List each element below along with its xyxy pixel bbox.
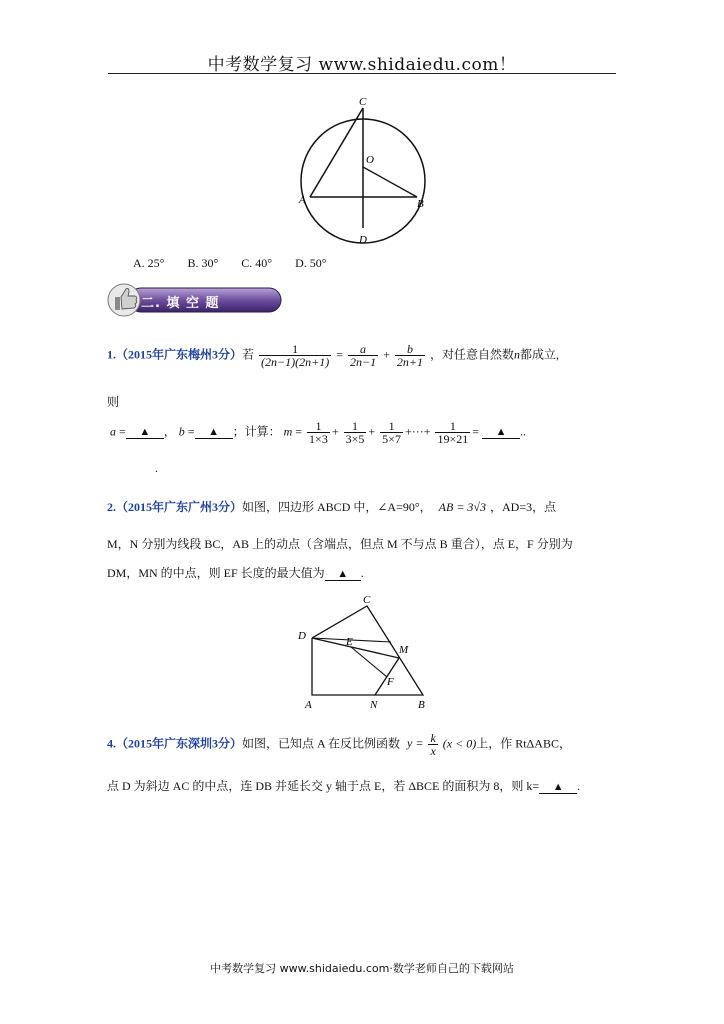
question-1-line-2: a = ▲ ， b = ▲ ；计算： m = $\frac{1}{1\times 3}$ + $\frac{1}{3\times 5}$ + $\frac{1}{5\times 7}$ +···+ $\frac{1}{19\times 21}$ = ▲ ..: [110, 419, 527, 446]
q1-number: 1.: [107, 347, 116, 362]
label-e: E: [346, 636, 353, 648]
segment-dm: [312, 638, 399, 658]
question-2-line-3: DM，MN 的中点，则 EF 长度的最大值为 ▲ .: [107, 566, 364, 580]
label-a: A: [299, 194, 306, 206]
header-divider: [108, 73, 616, 74]
section-title: 二. 填 空 题: [141, 296, 220, 311]
label-c2: C: [363, 594, 371, 606]
label-n: N: [370, 699, 378, 711]
q1-ze: 则: [107, 395, 120, 409]
page-header-title: 中考数学复习 www.shidaiedu.com！: [207, 55, 517, 75]
q1-b-frac: $\frac{b}{2n+1}$: [396, 342, 423, 369]
q1-blank-m: ▲: [482, 427, 520, 439]
section-banner: [107, 283, 283, 321]
q1-blank-a: ▲: [126, 427, 164, 439]
label-c: C: [359, 96, 367, 108]
label-o: O: [366, 154, 374, 166]
q2-blank: ▲: [325, 569, 361, 581]
q4-blank: ▲: [539, 782, 577, 794]
thumbs-up-icon: [108, 284, 140, 316]
segment-ac: [310, 108, 363, 197]
question-2-line-1: 2.（2015年广东广州3分）如图，四边形 ABCD 中，∠A=90°， AB = 3√3 ，AD=3，点: [107, 500, 557, 514]
q1-tail2: 都成立,: [520, 347, 560, 362]
circle-figure: [290, 92, 440, 252]
label-a2: A: [305, 699, 312, 711]
question-4-line-1: 4.（2015年广东深圳3分）如图，已知点 A 在反比例函数 y = $\frac{k}{x}$ (x < 0)上，作 RtΔABC，: [107, 731, 571, 758]
label-b2: B: [418, 699, 425, 711]
q1-source: （2015年广东梅州3分）: [116, 347, 243, 362]
label-b: B: [417, 198, 424, 210]
label-d2: D: [298, 630, 306, 642]
option-d: D. 50°: [295, 256, 327, 270]
q1-tail: ，对任意自然数: [430, 347, 515, 362]
q1-stray-dot: .: [155, 461, 158, 475]
question-1-line-1: 1.（2015年广东梅州3分）若 $\frac{1}{(2n-1)(2n+1)}$ = $\frac{a}{2n-1}$ + $\frac{b}{2n+1}$ ，对任意自然数n都成立,: [107, 342, 560, 369]
option-a: A. 25°: [133, 256, 165, 270]
label-d: D: [359, 234, 367, 246]
label-m: M: [399, 644, 409, 656]
mc-options: [133, 256, 347, 271]
question-4-line-2: 点 D 为斜边 AC 的中点，连 DB 并延长交 y 轴于点 E，若 ΔBCE 的面积为 8，则 k= ▲ .: [107, 779, 581, 793]
radius-ob: [363, 167, 417, 197]
page-footer: 中考数学复习 www.shidaiedu.com·数学老师自己的下载网站: [210, 962, 514, 975]
q1-lhs-frac: $\frac{1}{(2n-1)(2n+1)}$: [261, 342, 330, 369]
quadrilateral-figure: [293, 590, 443, 712]
q1-ruo: 若: [242, 347, 255, 362]
option-c: C. 40°: [241, 256, 273, 270]
q1-blank-b: ▲: [195, 427, 233, 439]
question-2-line-2: M，N 分别为线段 BC，AB 上的动点（含端点，但点 M 不与点 B 重合），点 E，F 分别为: [107, 537, 573, 551]
q1-a-frac: $\frac{a}{2n-1}$: [350, 342, 377, 369]
option-b: B. 30°: [187, 256, 219, 270]
label-f: F: [387, 676, 394, 688]
